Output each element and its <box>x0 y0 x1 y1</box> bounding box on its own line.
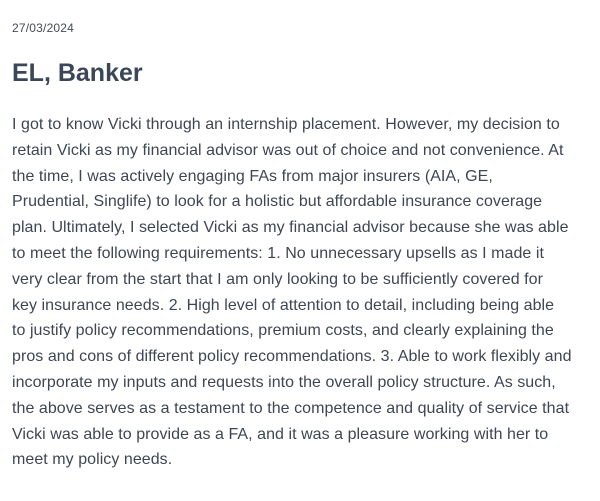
review-text: I got to know Vicki through an internship placement. However, my decision to retain Vicki as my financial advisor was out of choice and not convenience. At the time, I was actively engaging FAs from major insurers (AIA, GE, Prudential, Singlife) to look for a holistic but affordable insurance coverage plan. Ultimately, I selected Vicki as my financial advisor because she was able to meet the following requirements: 1. No unnecessary upsells as I made it very clear from the start that I am only looking to be sufficiently covered for key insurance needs. 2. High level of attention to detail, including being able to justify policy recommendations, premium costs, and clearly explaining the pros and cons of different policy recommendations. 3. Able to work flexibly and incorporate my inputs and requests into the overall policy structure. As such, the above serves as a testament to the competence and quality of service that Vicki was able to provide as a FA, and it was a pleasure working with her to meet my policy needs. <box>12 116 572 469</box>
review-date: 27/03/2024 <box>12 21 75 35</box>
reviewer-name: EL, Banker <box>12 59 143 87</box>
